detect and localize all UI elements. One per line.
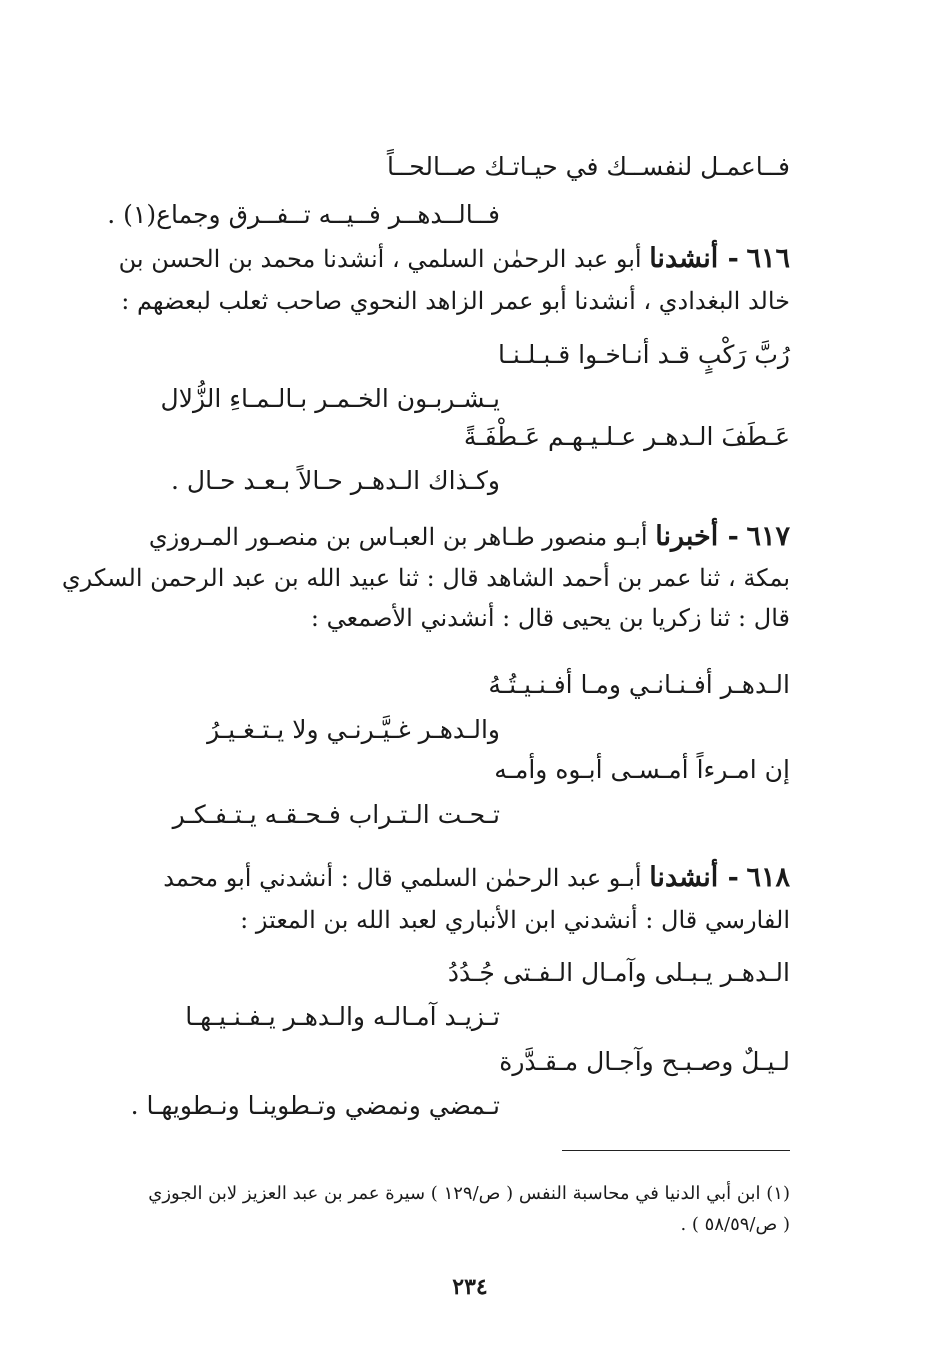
verse-line: تـمضي ونمضي وتـطوينـا ونـطويهـا . (130, 1091, 500, 1120)
verse-line: تـزيـد آمـالـه والـدهـر يـفـنـيـهـا (185, 1002, 500, 1031)
verse-line: وكـذاك الـدهـر حـالاً بـعـد حـال . (171, 466, 500, 495)
entry-prose-line: أبو عبد الرحمٰن السلمي ، أنشدنا محمد بن الحسن بن (118, 245, 642, 273)
entry-number: ٦١٧ (746, 521, 790, 552)
entry-617-heading: ٦١٧ - أخبرنا أبـو منصور طـاهر بن العبـاس بن منصـور المـروزي (148, 521, 790, 552)
verse-line: الـدهـر أفـنـانـي ومـا أفـنـيـتُـهُ (488, 670, 790, 699)
verse-line: الـدهـر يـبـلى وآمـال الـفـتى جُـدُدُ (447, 958, 790, 987)
verse-line: تـحـت الـتـراب فـحـقـه يـتـفـكـر (172, 800, 500, 829)
entry-keyword: أنشدنا (649, 243, 719, 274)
verse-line: لـيـلٌ وصـبـح وآجـال مـقـدَّرة (499, 1047, 790, 1076)
entry-prose-line: الفارسي قال : أنشدني ابن الأنباري لعبد الله بن المعتز : (240, 906, 790, 934)
verse-line: يـشـربـون الخـمـر بـالـمـاءِ الزُّلال (160, 384, 500, 413)
entry-prose-line: قال : ثنا زكريا بن يحيى قال : أنشدني الأصمعي : (310, 604, 790, 632)
entry-prose-line: خالد البغدادي ، أنشدنا أبو عمر الزاهد النحوي صاحب ثعلب لبعضهم : (121, 287, 790, 315)
entry-618-heading: ٦١٨ - أنشدنا أبـو عبد الرحمٰن السلمي قال : أنشدني أبو محمد (163, 862, 790, 893)
page-number: ٢٣٤ (452, 1274, 488, 1300)
entry-keyword: أخبرنا (655, 521, 719, 552)
entry-number: ٦١٨ (746, 862, 790, 893)
footnote-line: ( ص/٥٨/٥٩ ) . (680, 1214, 790, 1235)
footnote-line: (١) ابن أبي الدنيا في محاسبة النفس ( ص/١٢٩ ) سيرة عمر بن عبد العزيز لابن الجوزي (148, 1183, 790, 1204)
verse-second-hemistich: فــالــدهــر فــيــه تــفــرق وجماع(١) . (107, 200, 500, 229)
verse-line: رُبَّ رَكْبٍ قـد أنـاخـوا قـبـلـنـا (497, 340, 790, 369)
entry-prose-line: بمكة ، ثنا عمر بن أحمد الشاهد قال : ثنا عبيد الله بن عبد الرحمن السكري (61, 564, 790, 592)
footnote-separator (562, 1150, 790, 1151)
entry-616-heading: ٦١٦ - أنشدنا أبو عبد الرحمٰن السلمي ، أنشدنا محمد بن الحسن بن (118, 243, 790, 274)
entry-keyword: أنشدنا (649, 862, 719, 893)
entry-number: ٦١٦ (746, 243, 790, 274)
verse-line: والـدهـر غـيَّـرنـي ولا يـتـغـيـرُ (207, 715, 500, 744)
verse-line: إن امـرءاً أمـسـى أبـوه وأمـه (494, 755, 790, 784)
verse-first-hemistich: فــاعمـل لنفســك في حيـاتـك صــالحــاً (386, 152, 790, 181)
verse-line: عَـطَفَ الـدهـر عـلـيـهـم عَـطْفَـةً (463, 422, 790, 451)
entry-prose-line: أبـو منصور طـاهر بن العبـاس بن منصـور المـروزي (148, 523, 648, 551)
entry-prose-line: أبـو عبد الرحمٰن السلمي قال : أنشدني أبو محمد (163, 864, 642, 892)
